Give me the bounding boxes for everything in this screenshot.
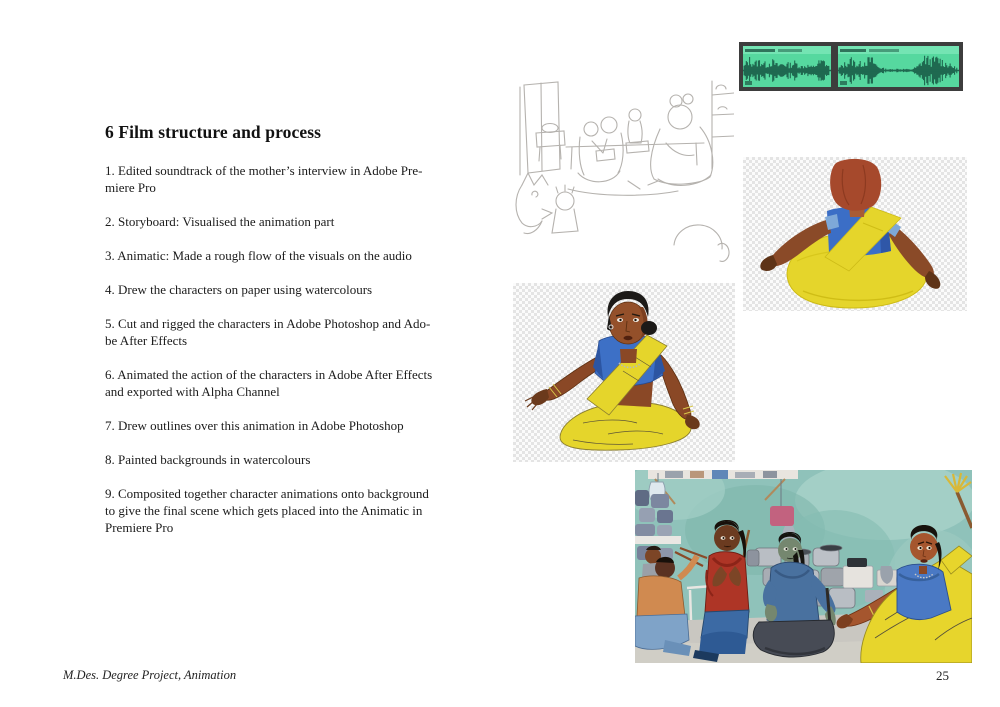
process-step: 8. Painted backgrounds in watercolours <box>105 452 311 467</box>
fx-badge-icon <box>840 81 847 85</box>
audio-clip-2-header <box>838 46 959 54</box>
audio-clip-1-header <box>743 46 831 54</box>
character-front-view-figure <box>513 283 735 462</box>
waveform-graphic-1 <box>743 54 831 87</box>
audio-waveform-strip <box>739 42 963 91</box>
process-step: 3. Animatic: Made a rough flow of the visuals on the audio <box>105 248 412 263</box>
process-step: 4. Drew the characters on paper using watercolours <box>105 282 373 297</box>
process-step: 5. Cut and rigged the characters in Adobe Photoshop and Ado- be After Effects <box>105 316 431 348</box>
clip-subtitle-text <box>869 49 899 52</box>
audio-clip-1 <box>743 46 831 87</box>
audio-clip-2 <box>838 46 959 87</box>
process-step: 2. Storyboard: Visualised the animation part <box>105 214 335 229</box>
clip-title-text <box>840 49 866 52</box>
clip-title-text <box>745 49 775 52</box>
final-scene-drawing <box>635 470 972 663</box>
storyboard-sketch-figure <box>508 73 734 267</box>
character-front-view-drawing <box>513 283 735 462</box>
final-scene-figure <box>635 470 972 663</box>
process-step: 9. Composited together character animations onto background to give the final scene which gets placed into the Animatic in Premiere Pro <box>105 486 429 535</box>
page-number: 25 <box>936 668 949 683</box>
storyboard-sketch-drawing <box>508 73 734 267</box>
page-title: 6 Film structure and process <box>105 122 322 142</box>
process-step: 6. Animated the action of the characters in Adobe After Effects and exported with Alpha Channel <box>105 367 433 399</box>
process-steps <box>105 162 497 536</box>
process-step: 1. Edited soundtrack of the mother’s interview in Adobe Pre- miere Pro <box>105 163 423 195</box>
waveform-graphic-2 <box>838 54 959 87</box>
fx-badge-icon <box>745 81 752 85</box>
clip-subtitle-text <box>778 49 802 52</box>
text-column <box>105 122 497 553</box>
character-back-view-drawing <box>743 157 967 311</box>
character-back-view-figure <box>743 157 967 311</box>
process-step: 7. Drew outlines over this animation in Adobe Photoshop <box>105 418 404 433</box>
footer-project-label: M.Des. Degree Project, Animation <box>63 668 237 682</box>
